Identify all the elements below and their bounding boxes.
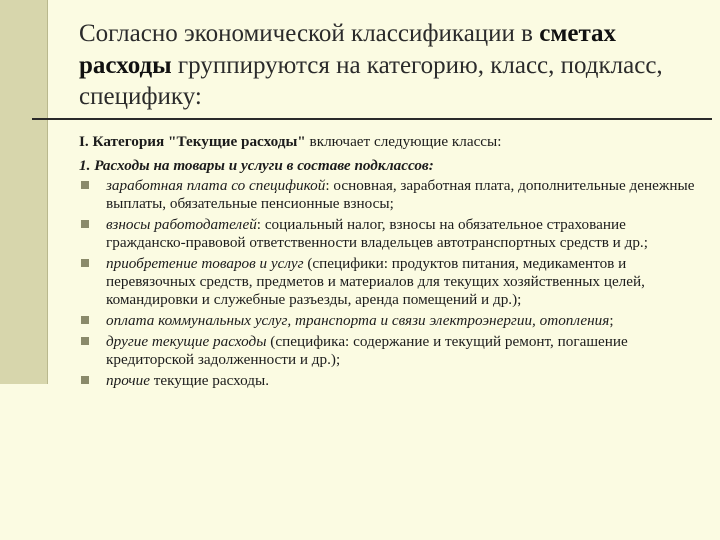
list-item	[79, 177, 704, 213]
square-bullet-icon	[81, 181, 89, 189]
list-item	[79, 333, 704, 369]
list-item	[79, 255, 704, 309]
intro-bold: I. Категория "Текущие расходы"	[79, 133, 306, 150]
subheading	[79, 157, 704, 175]
square-bullet-icon	[81, 259, 89, 267]
title-part3: группируются на категорию, класс, подкласс, специфику:	[79, 51, 663, 110]
item-text: : социальный налог, взносы на обязательное страхование гражданско-правовой ответственности владельцев автотранспортных средств и др.;	[106, 216, 648, 251]
square-bullet-icon	[81, 337, 89, 345]
title-part1: Согласно экономической классификации в	[79, 20, 533, 47]
side-strip	[0, 0, 48, 384]
bullet-list	[79, 177, 704, 390]
item-text: ;	[609, 312, 614, 329]
slide-content	[79, 133, 704, 393]
square-bullet-icon	[81, 376, 89, 384]
item-italic: прочие	[106, 372, 150, 389]
subheading-text: 1. Расходы на товары и услуги в составе подклассов:	[79, 157, 434, 174]
title-rule	[32, 118, 712, 120]
item-italic: взносы работодателей	[106, 216, 257, 233]
intro-rest: включает следующие классы:	[305, 133, 502, 150]
item-text: (специфики: продуктов питания, медикаментов и перевязочных средств, предметов и материалов для текущих хозяйственных целей, командировки и служебные разъезды, аренда помещений и др.);	[106, 255, 645, 308]
item-text: текущие расходы.	[149, 372, 270, 389]
list-item	[79, 312, 704, 330]
square-bullet-icon	[81, 220, 89, 228]
item-italic: другие текущие расходы	[106, 333, 267, 350]
title-bold: сметах расходы	[79, 20, 617, 79]
item-italic: оплата коммунальных услуг, транспорта и связи электроэнергии, отопления	[106, 312, 610, 329]
slide-title	[79, 18, 709, 113]
item-italic: приобретение товаров и услуг	[106, 255, 304, 272]
square-bullet-icon	[81, 316, 89, 324]
list-item	[79, 372, 704, 390]
item-text: : основная, заработная плата, дополнительные денежные выплаты, обязательные пенсионные взносы;	[106, 177, 695, 212]
intro-line	[79, 133, 704, 151]
item-text: (специфика: содержание и текущий ремонт, погашение кредиторской задолженности и др.);	[106, 333, 628, 368]
item-italic: заработная плата со спецификой	[106, 177, 326, 194]
list-item	[79, 216, 704, 252]
